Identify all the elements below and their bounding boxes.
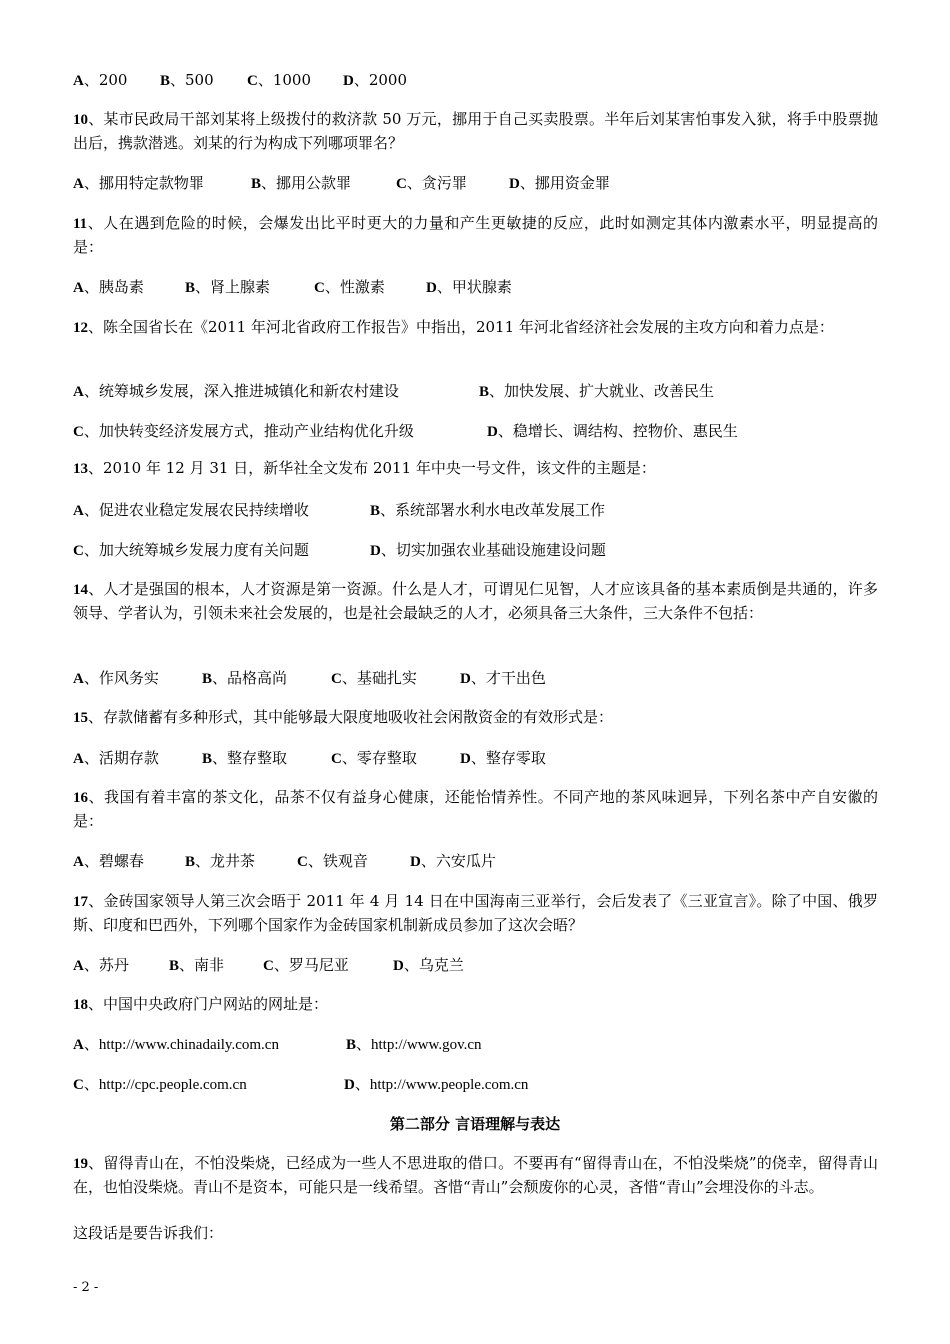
- question-19-follow: 这段话是要告诉我们：: [73, 1224, 224, 1242]
- question-15: 15、存款储蓄有多种形式，其中能够最大限度地吸收社会闲散资金的有效形式是：: [73, 708, 614, 726]
- page-number: - 2 -: [73, 1280, 99, 1295]
- options-q16: A、碧螺春 B、龙井茶 C、铁观音 D、六安瓜片: [73, 852, 496, 870]
- question-text: 、留得青山在，不怕没柴烧，已经成为一些人不思进取的借口。不要再有“留得青山在，不怕没柴烧”的侥幸，留得青山在，也怕没柴烧。青山不是资本，可能只是一线希望。吝惜“青山”会颓废你的心灵，吝惜“青山”会埋没你的斗志。: [73, 1154, 878, 1196]
- options-q11: A、胰岛素 B、肾上腺素 C、性激素 D、甲状腺素: [73, 278, 512, 296]
- question-18: 18、中国中央政府门户网站的网址是：: [73, 995, 329, 1013]
- options-q18-row1: A、http://www.chinadaily.com.cn B、http://www.gov.cn: [73, 1037, 482, 1053]
- options-q18-row2: C、http://cpc.people.com.cn D、http://www.people.com.cn: [73, 1077, 529, 1093]
- question-10: 10、某市民政局干部刘某将上级拨付的救济款 50 万元，挪用于自己买卖股票。半年后刘某害怕事发入狱，将手中股票抛出后，携款潜逃。刘某的行为构成下列哪项罪名？: [73, 110, 878, 152]
- question-text: 、存款储蓄有多种形式，其中能够最大限度地吸收社会闲散资金的有效形式是：: [88, 708, 614, 726]
- section-heading: 第二部分 言语理解与表达: [389, 1115, 561, 1133]
- option-text: 、2000: [353, 71, 408, 89]
- question-11: 11、人在遇到危险的时候，会爆发出比平时更大的力量和产生更敏捷的反应，此时如测定其体内激素水平，明显提高的是：: [73, 214, 878, 256]
- option-letter: A: [73, 73, 84, 89]
- option-letter: B: [160, 73, 171, 89]
- option-letter: D: [343, 73, 354, 89]
- options-q13-row1: A、促进农业稳定发展农民持续增收 B、系统部署水利水电改革发展工作: [73, 501, 606, 519]
- options-q15: A、活期存款 B、整存整取 C、零存整取 D、整存零取: [73, 749, 546, 767]
- question-16: 16、我国有着丰富的茶文化，品茶不仅有益身心健康，还能怡情养性。不同产地的茶风味迥异，下列名茶中产自安徽的是：: [73, 788, 878, 830]
- option-text: 、1000: [257, 71, 312, 89]
- question-text: 、2010 年 12 月 31 日，新华社全文发布 2011 年中央一号文件，该文件的主题是：: [88, 459, 656, 477]
- question-12: 12、陈全国省长在《2011 年河北省政府工作报告》中指出，2011 年河北省经济社会发展的主攻方向和着力点是：: [73, 318, 834, 336]
- question-text: 、我国有着丰富的茶文化，品茶不仅有益身心健康，还能怡情养性。不同产地的茶风味迥异，下列名茶中产自安徽的是：: [73, 788, 878, 830]
- question-14: 14、人才是强国的根本，人才资源是第一资源。什么是人才，可谓见仁见智，人才应该具备的基本素质倒是共通的，许多领导、学者认为，引领未来社会发展的，也是社会最缺乏的人才，必须具备三大条件，三大条件不包括：: [73, 580, 878, 622]
- question-19: 19、留得青山在，不怕没柴烧，已经成为一些人不思进取的借口。不要再有“留得青山在，不怕没柴烧”的侥幸，留得青山在，也怕没柴烧。青山不是资本，可能只是一线希望。吝惜“青山”会颓废你的心灵，吝惜“青山”会埋没你的斗志。: [73, 1154, 878, 1196]
- options-q10: A、挪用特定款物罪 B、挪用公款罪 C、贪污罪 D、挪用资金罪: [73, 174, 610, 192]
- options-q12-row1: A、统筹城乡发展，深入推进城镇化和新农村建设 B、加快发展、扩大就业、改善民生: [73, 382, 715, 400]
- options-q17: A、苏丹 B、南非 C、罗马尼亚 D、乌克兰: [73, 956, 464, 974]
- question-17: 17、金砖国家领导人第三次会晤于 2011 年 4 月 14 日在中国海南三亚举行，会后发表了《三亚宣言》。除了中国、俄罗斯、印度和巴西外，下列哪个国家作为金砖国家机制新成员参加了这次会晤？: [73, 892, 878, 934]
- options-q9: [73, 70, 407, 91]
- option-text: 、500: [170, 71, 214, 89]
- question-text: 、人在遇到危险的时候，会爆发出比平时更大的力量和产生更敏捷的反应，此时如测定其体内激素水平，明显提高的是：: [73, 214, 878, 256]
- question-text: 、陈全国省长在《2011 年河北省政府工作报告》中指出，2011 年河北省经济社会发展的主攻方向和着力点是：: [88, 318, 834, 336]
- option-letter: C: [247, 73, 258, 89]
- question-text: 、中国中央政府门户网站的网址是：: [88, 995, 329, 1013]
- question-text: 、金砖国家领导人第三次会晤于 2011 年 4 月 14 日在中国海南三亚举行，会后发表了《三亚宣言》。除了中国、俄罗斯、印度和巴西外，下列哪个国家作为金砖国家机制新成员参加了这次会晤？: [73, 892, 878, 934]
- option-text: 、200: [83, 71, 128, 89]
- question-13: 13、2010 年 12 月 31 日，新华社全文发布 2011 年中央一号文件，该文件的主题是：: [73, 459, 656, 477]
- question-text: 、人才是强国的根本，人才资源是第一资源。什么是人才，可谓见仁见智，人才应该具备的基本素质倒是共通的，许多领导、学者认为，引领未来社会发展的，也是社会最缺乏的人才，必须具备三大条件，三大条件不包括：: [73, 580, 878, 622]
- options-q13-row2: C、加大统筹城乡发展力度有关问题 D、切实加强农业基础设施建设问题: [73, 541, 606, 559]
- options-q14: A、作风务实 B、品格高尚 C、基础扎实 D、才干出色: [73, 669, 546, 687]
- options-q12-row2: C、加快转变经济发展方式，推动产业结构优化升级 D、稳增长、调结构、控物价、惠民生: [73, 422, 738, 440]
- question-text: 、某市民政局干部刘某将上级拨付的救济款 50 万元，挪用于自己买卖股票。半年后刘某害怕事发入狱，将手中股票抛出后，携款潜逃。刘某的行为构成下列哪项罪名？: [73, 110, 878, 152]
